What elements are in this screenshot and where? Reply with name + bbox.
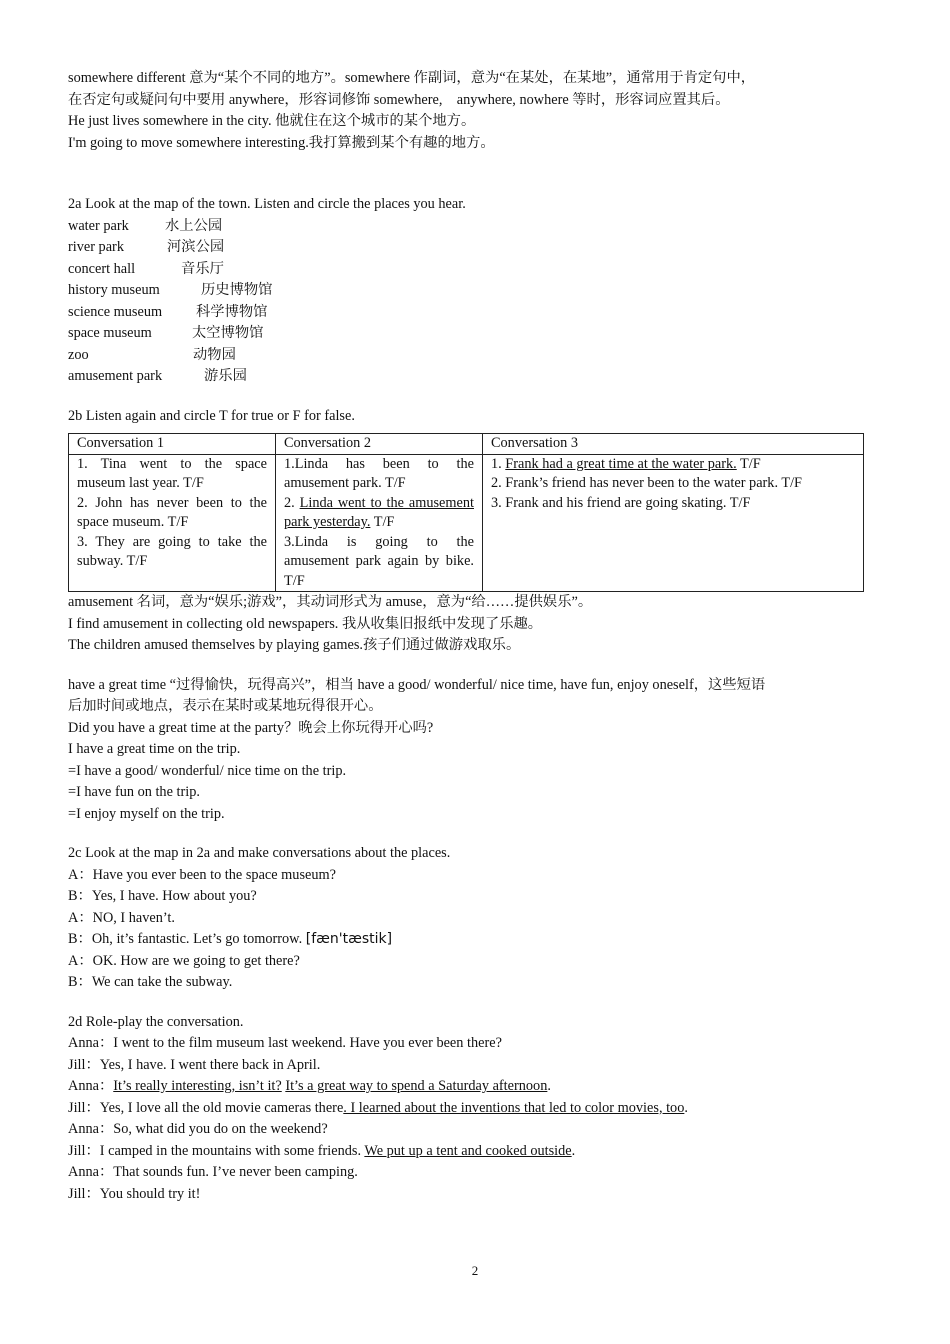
example-sentence: The children amused themselves by playing games.孩子们通过做游戏取乐。 bbox=[68, 637, 521, 653]
underlined-text: It’s a great way to spend a Saturday afternoon bbox=[285, 1078, 548, 1094]
vocab-item: history museum 历史博物馆 bbox=[68, 282, 273, 298]
dialogue-line: Anna：So, what did you do on the weekend? bbox=[68, 1121, 328, 1137]
conversation-3-cell bbox=[483, 454, 864, 592]
dialogue-line: Anna：It’s really interesting, isn’t it? It’s a great way to spend a Saturday afternoon. bbox=[68, 1078, 551, 1094]
table-header: Conversation 3 bbox=[483, 434, 864, 455]
dialogue-line: Anna：I went to the film museum last weekend. Have you ever been there? bbox=[68, 1035, 502, 1051]
section-2c-title: 2c Look at the map in 2a and make conversations about the places. bbox=[68, 845, 451, 861]
dialogue-line: Jill：You should try it! bbox=[68, 1185, 201, 1202]
vocab-item: space museum 太空博物馆 bbox=[68, 325, 264, 341]
underlined-text: We put up a tent and cooked outside bbox=[364, 1142, 572, 1159]
intro-line: 在否定句或疑问句中要用 anywhere，形容词修饰 somewhere, anywhere, nowhere 等时，形容词应置其后。 bbox=[68, 91, 730, 108]
section-2c bbox=[68, 843, 888, 994]
example-sentence: Did you have a great time at the party？晚会上你玩得开心吗? bbox=[68, 719, 434, 736]
vocab-item: concert hall 音乐厅 bbox=[68, 260, 224, 277]
document-page bbox=[68, 68, 888, 1205]
vocab-item: amusement park 游乐园 bbox=[68, 368, 247, 384]
dialogue-line: Jill：Yes, I have. I went there back in April. bbox=[68, 1056, 321, 1073]
table-header: Conversation 1 bbox=[69, 434, 276, 455]
example-sentence: =I enjoy myself on the trip. bbox=[68, 805, 225, 822]
dialogue-line: A：NO, I haven’t. bbox=[68, 909, 175, 926]
amusement-note bbox=[68, 592, 888, 657]
vocab-item: water park 水上公园 bbox=[68, 217, 223, 234]
intro-line: somewhere different 意为“某个不同的地方”。somewhere 作副词，意为“在某处，在某地”，通常用于肯定句中， bbox=[68, 70, 756, 86]
table-header-row bbox=[69, 434, 864, 455]
note-line: 后加时间或地点，表示在某时或某地玩得很开心。 bbox=[68, 698, 383, 714]
section-2b bbox=[68, 406, 888, 593]
dialogue-line: A：Have you ever been to the space museum? bbox=[68, 866, 336, 883]
vocab-item: zoo 动物园 bbox=[68, 346, 236, 363]
great-time-note bbox=[68, 675, 888, 826]
dialogue-line: B：Oh, it’s fantastic. Let’s go tomorrow. [fæn'tæstik] bbox=[68, 931, 393, 947]
intro-section bbox=[68, 68, 888, 154]
page-number: 2 bbox=[471, 1263, 479, 1278]
conversation-1-cell bbox=[69, 454, 276, 592]
dialogue-line: Jill：Yes, I love all the old movie cameras there. I learned about the inventions that led to color movies, too. bbox=[68, 1099, 688, 1116]
section-2a-title: 2a Look at the map of the town. Listen and circle the places you hear. bbox=[68, 196, 466, 212]
statement: 1. Frank had a great time at the water park. T/F bbox=[491, 455, 761, 472]
example-sentence: He just lives somewhere in the city. 他就住在这个城市的某个地方。 bbox=[68, 113, 476, 129]
statement: 3. They are going to take the subway. T/F bbox=[77, 533, 267, 569]
table-header: Conversation 2 bbox=[276, 434, 483, 455]
statement: 3.Linda is going to the amusement park again by bike. T/F bbox=[284, 533, 474, 589]
statement: 3. Frank and his friend are going skating. T/F bbox=[491, 494, 751, 511]
example-sentence: I'm going to move somewhere interesting.我打算搬到某个有趣的地方。 bbox=[68, 134, 495, 151]
note-line: amusement 名词，意为“娱乐;游戏”，其动词形式为 amuse，意为“给……提供娱乐”。 bbox=[68, 594, 593, 610]
table-row bbox=[69, 454, 864, 592]
dialogue-line: A：OK. How are we going to get there? bbox=[68, 952, 300, 969]
example-sentence: =I have a good/ wonderful/ nice time on the trip. bbox=[68, 762, 347, 779]
underlined-text: . I learned about the inventions that led to color movies, too bbox=[343, 1099, 685, 1116]
underlined-text: Linda went to the amusement park yesterday. bbox=[284, 494, 474, 530]
statement: 2. John has never been to the space museum. T/F bbox=[77, 494, 267, 530]
dialogue-line: Jill：I camped in the mountains with some friends. We put up a tent and cooked outside. bbox=[68, 1142, 576, 1159]
statement: 2. Linda went to the amusement park yesterday. T/F bbox=[284, 494, 474, 530]
dialogue-line: B：We can take the subway. bbox=[68, 974, 233, 990]
statement: 1. Tina went to the space museum last year. T/F bbox=[77, 455, 267, 491]
conversation-2-cell bbox=[276, 454, 483, 592]
example-sentence: I have a great time on the trip. bbox=[68, 741, 241, 757]
example-sentence: =I have fun on the trip. bbox=[68, 784, 200, 800]
vocab-item: river park 河滨公园 bbox=[68, 239, 225, 255]
vocab-item: science museum 科学博物馆 bbox=[68, 303, 268, 320]
underlined-text: It’s really interesting, isn’t it? bbox=[113, 1078, 282, 1094]
section-2d-title: 2d Role-play the conversation. bbox=[68, 1013, 244, 1030]
note-line: have a great time “过得愉快，玩得高兴”，相当 have a good/ wonderful/ nice time, have fun, enjoy oneself，这些短语 bbox=[68, 676, 766, 693]
dialogue-line: Anna：That sounds fun. I’ve never been camping. bbox=[68, 1164, 358, 1180]
phonetic-transcription: [fæn'tæstik] bbox=[305, 931, 393, 947]
underlined-text: Frank had a great time at the water park. bbox=[505, 455, 737, 472]
section-2a bbox=[68, 194, 888, 388]
dialogue-line: B：Yes, I have. How about you? bbox=[68, 888, 257, 904]
statement: 1.Linda has been to the amusement park. T/F bbox=[284, 455, 474, 491]
statement: 2. Frank’s friend has never been to the water park. T/F bbox=[491, 475, 802, 491]
section-2d bbox=[68, 1012, 888, 1206]
section-2b-title: 2b Listen again and circle T for true or F for false. bbox=[68, 407, 355, 424]
conversation-table bbox=[68, 433, 864, 592]
example-sentence: I find amusement in collecting old newspapers. 我从收集旧报纸中发现了乐趣。 bbox=[68, 615, 543, 632]
